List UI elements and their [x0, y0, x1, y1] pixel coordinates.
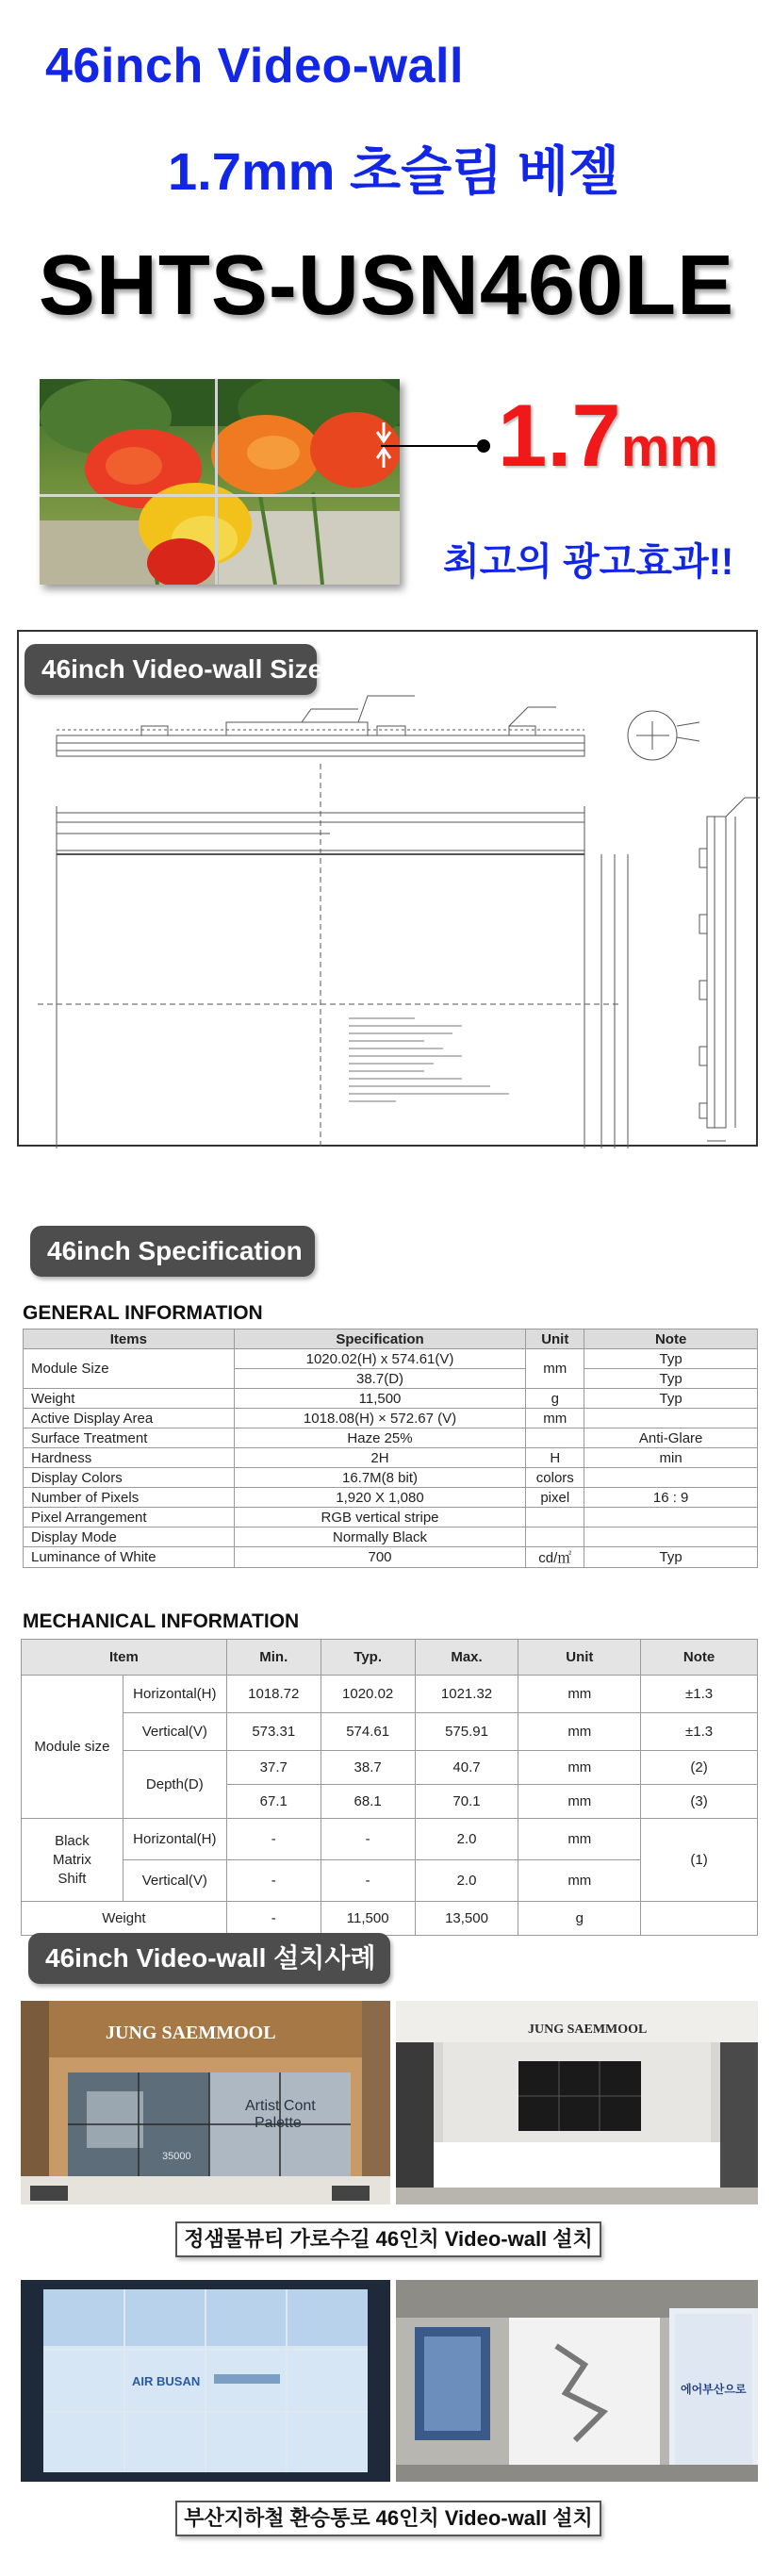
cell-note: min	[584, 1448, 758, 1468]
header-typ: Typ.	[321, 1640, 415, 1676]
table-header-row	[22, 1640, 758, 1676]
cell-item: Pixel Arrangement	[24, 1508, 235, 1527]
bezel-spec	[498, 385, 718, 487]
table-header-row	[24, 1329, 758, 1349]
cell-note: ±1.3	[641, 1713, 758, 1751]
header-specification: Specification	[234, 1329, 526, 1349]
table-row	[24, 1468, 758, 1488]
header-max: Max.	[415, 1640, 518, 1676]
cell-typ: 11,500	[321, 1902, 415, 1936]
cell-unit: pixel	[526, 1488, 584, 1508]
cell-spec: 1,920 X 1,080	[234, 1488, 526, 1508]
table-row	[24, 1409, 758, 1428]
headline-bezel: 1.7mm 초슬림 베젤	[168, 141, 620, 201]
dimension-drawing	[19, 632, 760, 1148]
callout-dot	[477, 439, 490, 453]
cell-max: 2.0	[415, 1860, 518, 1902]
cell-spec: Normally Black	[234, 1527, 526, 1547]
cell-note: Typ	[584, 1389, 758, 1409]
cell-sub: Depth(D)	[123, 1751, 226, 1819]
cell-min: 67.1	[226, 1785, 321, 1819]
cell-spec: 700	[234, 1547, 526, 1568]
cell-typ: -	[321, 1819, 415, 1860]
cell-max: 13,500	[415, 1902, 518, 1936]
cell-unit: g	[518, 1902, 641, 1936]
cell-group	[22, 1819, 123, 1902]
header-note: Note	[584, 1329, 758, 1349]
header-unit: Unit	[526, 1329, 584, 1349]
cell-typ: 68.1	[321, 1785, 415, 1819]
section-title-size: 46inch Video-wall Size	[25, 644, 317, 695]
cell-typ: 574.61	[321, 1713, 415, 1751]
callout-line	[381, 445, 483, 447]
header-item: Item	[22, 1640, 227, 1676]
cell-spec: 1018.08(H) × 572.67 (V)	[234, 1409, 526, 1428]
cell-unit: mm	[518, 1676, 641, 1713]
header-unit: Unit	[518, 1640, 641, 1676]
install-photo-store-inside	[396, 2001, 758, 2204]
cell-item: Weight	[22, 1902, 227, 1936]
cell-typ: 38.7	[321, 1751, 415, 1785]
dimension-drawing-frame	[17, 630, 758, 1147]
cell-spec: 38.7(D)	[234, 1369, 526, 1389]
cell-spec: RGB vertical stripe	[234, 1508, 526, 1527]
table-row	[24, 1349, 758, 1369]
bm-label-line: Matrix	[53, 1851, 91, 1868]
table-row	[22, 1902, 758, 1936]
caption-store: 정샘물뷰티 가로수길 46인치 Video-wall 설치	[175, 2221, 601, 2257]
bm-label-line: Black	[55, 1832, 90, 1849]
cell-min: 1018.72	[226, 1676, 321, 1713]
cell-unit: mm	[518, 1860, 641, 1902]
cell-note: (1)	[641, 1819, 758, 1902]
cell-item: Number of Pixels	[24, 1488, 235, 1508]
table-row	[24, 1547, 758, 1568]
cell-unit: mm	[526, 1349, 584, 1389]
table-row	[22, 1819, 758, 1860]
cell-unit: mm	[526, 1409, 584, 1428]
cell-note: Typ	[584, 1369, 758, 1389]
caption-subway: 부산지하철 환승통로 46인치 Video-wall 설치	[175, 2501, 601, 2536]
cell-unit: cd/㎡	[526, 1547, 584, 1568]
cell-typ: -	[321, 1860, 415, 1902]
cell-note: (2)	[641, 1751, 758, 1785]
cell-note: Typ	[584, 1547, 758, 1568]
photo-screen-text: Palette	[255, 2115, 302, 2131]
cell-unit: g	[526, 1389, 584, 1409]
install-photo-subway-passage	[396, 2280, 758, 2482]
model-name: SHTS-USN460LE	[38, 239, 735, 333]
header-items: Items	[24, 1329, 235, 1349]
cell-typ: 1020.02	[321, 1676, 415, 1713]
table-row	[24, 1389, 758, 1409]
cell-min: 573.31	[226, 1713, 321, 1751]
cell-min: -	[226, 1902, 321, 1936]
bezel-value: 1.7	[498, 386, 621, 485]
cell-note	[584, 1527, 758, 1547]
cell-item: Display Colors	[24, 1468, 235, 1488]
cell-spec: 1020.02(H) x 574.61(V)	[234, 1349, 526, 1369]
cell-note: (3)	[641, 1785, 758, 1819]
cell-item: Surface Treatment	[24, 1428, 235, 1448]
headline-product: 46inch Video-wall	[45, 39, 464, 93]
photo-logo-text: AIR BUSAN	[132, 2374, 201, 2388]
cell-note: ±1.3	[641, 1676, 758, 1713]
cell-min: 37.7	[226, 1751, 321, 1785]
cell-unit	[526, 1527, 584, 1547]
cell-spec: Haze 25%	[234, 1428, 526, 1448]
install-photo-store-front	[21, 2001, 390, 2204]
cell-note: Anti-Glare	[584, 1428, 758, 1448]
table-row	[24, 1508, 758, 1527]
cell-unit: mm	[518, 1819, 641, 1860]
cell-min: -	[226, 1819, 321, 1860]
cell-group: Module size	[22, 1676, 123, 1819]
photo-screen-price: 35000	[162, 2151, 191, 2162]
cell-min: -	[226, 1860, 321, 1902]
table-row	[24, 1428, 758, 1448]
cell-note: 16 : 9	[584, 1488, 758, 1508]
table-row	[24, 1527, 758, 1547]
cell-item: Hardness	[24, 1448, 235, 1468]
cell-unit: mm	[518, 1751, 641, 1785]
cell-unit: mm	[518, 1785, 641, 1819]
photo-screen-text: Artist Cont	[245, 2098, 316, 2114]
cell-note	[641, 1902, 758, 1936]
cell-sub: Vertical(V)	[123, 1860, 226, 1902]
cell-note: Typ	[584, 1349, 758, 1369]
cell-max: 2.0	[415, 1819, 518, 1860]
general-info-title: GENERAL INFORMATION	[23, 1302, 263, 1324]
table-row	[22, 1676, 758, 1713]
section-title-install: 46inch Video-wall 설치사례	[28, 1933, 390, 1984]
cell-item: Module Size	[24, 1349, 235, 1389]
cell-sub: Horizontal(H)	[123, 1676, 226, 1713]
cell-note	[584, 1508, 758, 1527]
table-row	[24, 1488, 758, 1508]
table-row	[22, 1713, 758, 1751]
bezel-photo	[40, 379, 400, 585]
cell-unit	[526, 1508, 584, 1527]
general-info-table	[23, 1329, 758, 1568]
photo-brand-text: JUNG SAEMMOOL	[106, 2023, 276, 2043]
cell-unit: mm	[518, 1713, 641, 1751]
ad-slogan: 최고의 광고효과!!	[443, 541, 734, 583]
install-photo-subway-wall	[21, 2280, 390, 2482]
cell-unit: H	[526, 1448, 584, 1468]
cell-max: 1021.32	[415, 1676, 518, 1713]
cell-item: Weight	[24, 1389, 235, 1409]
cell-note	[584, 1468, 758, 1488]
cell-unit	[526, 1428, 584, 1448]
cell-note	[584, 1409, 758, 1428]
photo-sign-text: 에어부산으로	[681, 2383, 747, 2396]
table-row	[24, 1448, 758, 1468]
bm-label-line: Shift	[58, 1870, 87, 1887]
cell-item: Active Display Area	[24, 1409, 235, 1428]
cell-item: Display Mode	[24, 1527, 235, 1547]
cell-item: Luminance of White	[24, 1547, 235, 1568]
table-row	[22, 1751, 758, 1785]
cell-max: 70.1	[415, 1785, 518, 1819]
header-note: Note	[641, 1640, 758, 1676]
bezel-unit: mm	[620, 417, 718, 478]
cell-sub: Vertical(V)	[123, 1713, 226, 1751]
section-title-spec: 46inch Specification	[30, 1226, 315, 1277]
cell-max: 575.91	[415, 1713, 518, 1751]
cell-spec: 11,500	[234, 1389, 526, 1409]
mechanical-info-title: MECHANICAL INFORMATION	[23, 1610, 300, 1632]
cell-unit: colors	[526, 1468, 584, 1488]
cell-spec: 2H	[234, 1448, 526, 1468]
cell-spec: 16.7M(8 bit)	[234, 1468, 526, 1488]
photo-brand-text: JUNG SAEMMOOL	[528, 2023, 648, 2037]
header-min: Min.	[226, 1640, 321, 1676]
cell-max: 40.7	[415, 1751, 518, 1785]
mechanical-info-table	[21, 1639, 758, 1936]
cell-sub: Horizontal(H)	[123, 1819, 226, 1860]
